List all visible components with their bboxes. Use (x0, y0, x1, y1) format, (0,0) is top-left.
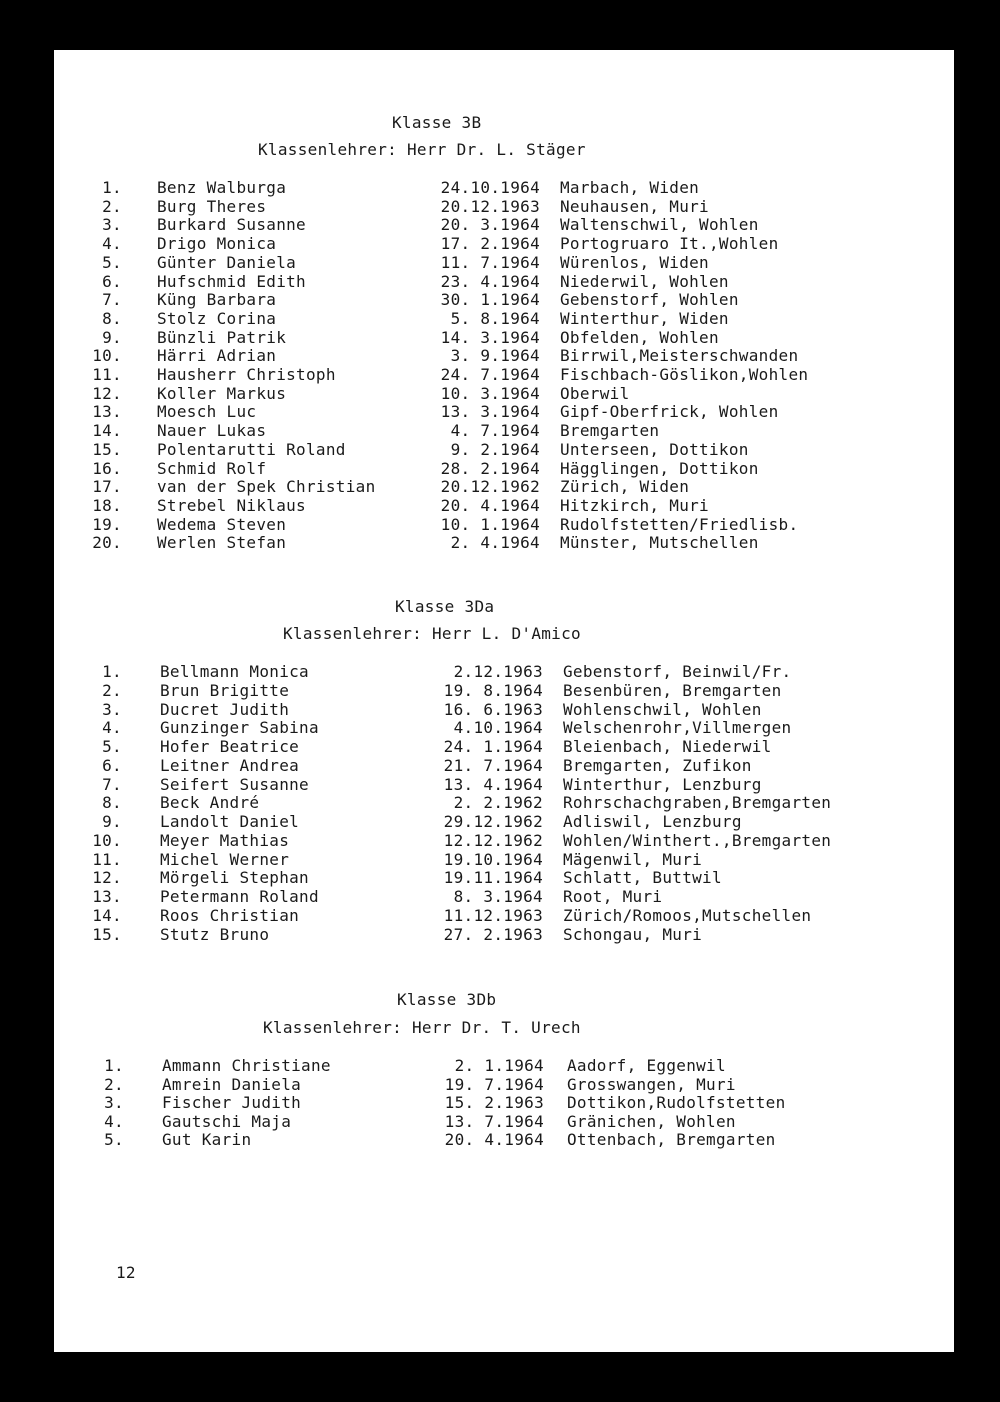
student-place: Zürich/Romoos,Mutschellen (563, 905, 812, 925)
student-number: 1. (102, 178, 122, 197)
student-name: Amrein Daniela (162, 1074, 302, 1094)
student-name: Nauer Lukas (157, 421, 267, 441)
student-number: 5. (102, 252, 122, 272)
student-number: 20. (92, 533, 122, 553)
student-place: Aadorf, Eggenwil (567, 1056, 726, 1075)
student-birthdate: 27. 2.1963 (443, 924, 543, 944)
student-place: Winterthur, Widen (560, 308, 729, 328)
student-number: 12. (92, 868, 122, 888)
student-place: Mägenwil, Muri (563, 849, 703, 869)
class-teacher: Klassenlehrer: Herr L. D'Amico (283, 624, 581, 643)
student-birthdate: 17. 2.1964 (440, 234, 540, 254)
student-name: Roos Christian (160, 905, 300, 925)
student-name: Meyer Mathias (160, 830, 290, 850)
student-birthdate: 14. 3.1964 (440, 327, 540, 347)
student-birthdate: 19.10.1964 (443, 849, 543, 869)
student-number: 6. (102, 271, 122, 291)
class-teacher: Klassenlehrer: Herr Dr. T. Urech (263, 1018, 581, 1037)
student-birthdate: 2. 1.1964 (454, 1056, 544, 1075)
student-number: 17. (92, 477, 122, 497)
student-place: Würenlos, Widen (560, 252, 709, 272)
student-name: Stolz Corina (157, 308, 277, 328)
student-name: Stutz Bruno (160, 924, 270, 944)
student-name: Moesch Luc (157, 402, 257, 422)
document-page (54, 50, 954, 1352)
student-number: 19. (92, 514, 122, 534)
student-place: Grosswangen, Muri (567, 1074, 736, 1094)
student-number: 3. (102, 215, 122, 235)
student-number: 3. (102, 699, 122, 719)
student-number: 15. (92, 924, 122, 944)
student-birthdate: 30. 1.1964 (440, 290, 540, 310)
student-birthdate: 4. 7.1964 (450, 421, 540, 441)
student-name: Polentarutti Roland (157, 439, 346, 459)
student-birthdate: 3. 9.1964 (450, 346, 540, 366)
student-name: Bünzli Patrik (157, 327, 287, 347)
student-birthdate: 10. 1.1964 (440, 514, 540, 534)
student-place: Rudolfstetten/Friedlisb. (560, 514, 799, 534)
student-birthdate: 13. 7.1964 (444, 1111, 544, 1131)
student-number: 2. (104, 1074, 124, 1094)
student-number: 8. (102, 793, 122, 813)
student-number: 7. (102, 774, 122, 794)
student-number: 1. (104, 1056, 124, 1075)
student-birthdate: 19. 7.1964 (444, 1074, 544, 1094)
student-number: 8. (102, 308, 122, 328)
student-birthdate: 16. 6.1963 (443, 699, 543, 719)
student-name: Leitner Andrea (160, 755, 300, 775)
student-place: Gebenstorf, Wohlen (560, 290, 739, 310)
student-number: 9. (102, 812, 122, 831)
student-place: Marbach, Widen (560, 178, 700, 197)
student-name: van der Spek Christian (157, 477, 376, 497)
student-number: 5. (104, 1130, 124, 1150)
student-number: 9. (102, 327, 122, 347)
student-place: Rohrschachgraben,Bremgarten (563, 793, 832, 813)
student-name: Bellmann Monica (160, 662, 309, 681)
student-place: Welschenrohr,Villmergen (563, 718, 792, 738)
student-number: 4. (104, 1111, 124, 1131)
student-place: Unterseen, Dottikon (560, 439, 749, 459)
student-birthdate: 4.10.1964 (453, 718, 543, 738)
student-birthdate: 24. 1.1964 (443, 737, 543, 756)
student-name: Brun Brigitte (160, 680, 290, 700)
student-number: 6. (102, 755, 122, 775)
student-name: Petermann Roland (160, 887, 319, 906)
student-place: Schongau, Muri (563, 924, 703, 944)
student-birthdate: 20. 3.1964 (440, 215, 540, 235)
student-place: Schlatt, Buttwil (563, 868, 722, 888)
student-place: Neuhausen, Muri (560, 196, 709, 216)
student-place: Waltenschwil, Wohlen (560, 215, 759, 235)
student-birthdate: 8. 3.1964 (453, 887, 543, 906)
student-number: 16. (92, 458, 122, 478)
student-place: Ottenbach, Bremgarten (567, 1130, 776, 1150)
student-birthdate: 9. 2.1964 (450, 439, 540, 459)
student-birthdate: 10. 3.1964 (440, 383, 540, 403)
student-name: Beck André (160, 793, 260, 813)
class-teacher: Klassenlehrer: Herr Dr. L. Stäger (258, 140, 586, 159)
student-number: 3. (104, 1093, 124, 1113)
student-name: Seifert Susanne (160, 774, 309, 794)
student-number: 4. (102, 718, 122, 738)
student-place: Gränichen, Wohlen (567, 1111, 736, 1131)
student-birthdate: 13. 3.1964 (440, 402, 540, 422)
student-place: Adliswil, Lenzburg (563, 812, 742, 831)
student-place: Besenbüren, Bremgarten (563, 680, 782, 700)
student-place: Bremgarten, Zufikon (563, 755, 752, 775)
student-place: Obfelden, Wohlen (560, 327, 719, 347)
student-name: Michel Werner (160, 849, 290, 869)
student-number: 2. (102, 680, 122, 700)
student-number: 14. (92, 421, 122, 441)
student-number: 10. (92, 346, 122, 366)
student-number: 5. (102, 737, 122, 756)
student-birthdate: 11. 7.1964 (440, 252, 540, 272)
student-place: Hitzkirch, Muri (560, 495, 709, 515)
class-title: Klasse 3Da (395, 597, 495, 616)
student-place: Root, Muri (563, 887, 663, 906)
student-name: Gut Karin (162, 1130, 252, 1150)
student-name: Strebel Niklaus (157, 495, 306, 515)
student-birthdate: 11.12.1963 (443, 905, 543, 925)
student-birthdate: 24.10.1964 (440, 178, 540, 197)
student-name: Küng Barbara (157, 290, 277, 310)
student-birthdate: 2.12.1963 (453, 662, 543, 681)
student-number: 12. (92, 383, 122, 403)
student-birthdate: 20.12.1963 (440, 196, 540, 216)
student-place: Zürich, Widen (560, 477, 690, 497)
student-birthdate: 15. 2.1963 (444, 1093, 544, 1113)
student-birthdate: 2. 2.1962 (453, 793, 543, 813)
student-number: 15. (92, 439, 122, 459)
student-name: Härri Adrian (157, 346, 277, 366)
student-name: Burg Theres (157, 196, 267, 216)
student-birthdate: 13. 4.1964 (443, 774, 543, 794)
student-number: 11. (92, 365, 122, 384)
student-number: 2. (102, 196, 122, 216)
student-number: 18. (92, 495, 122, 515)
student-place: Portogruaro It.,Wohlen (560, 234, 779, 254)
student-place: Oberwil (560, 383, 630, 403)
student-place: Bleienbach, Niederwil (563, 737, 772, 756)
student-place: Hägglingen, Dottikon (560, 458, 759, 478)
student-name: Drigo Monica (157, 234, 277, 254)
student-number: 13. (92, 402, 122, 422)
student-birthdate: 2. 4.1964 (450, 533, 540, 553)
student-birthdate: 28. 2.1964 (440, 458, 540, 478)
student-place: Gebenstorf, Beinwil/Fr. (563, 662, 792, 681)
student-number: 1. (102, 662, 122, 681)
student-number: 10. (92, 830, 122, 850)
student-place: Birrwil,Meisterschwanden (560, 346, 799, 366)
student-birthdate: 21. 7.1964 (443, 755, 543, 775)
student-name: Fischer Judith (162, 1093, 302, 1113)
student-birthdate: 20. 4.1964 (444, 1130, 544, 1150)
student-name: Ducret Judith (160, 699, 290, 719)
student-birthdate: 19.11.1964 (443, 868, 543, 888)
student-birthdate: 20. 4.1964 (440, 495, 540, 515)
student-birthdate: 5. 8.1964 (450, 308, 540, 328)
class-title: Klasse 3B (392, 113, 482, 132)
student-name: Werlen Stefan (157, 533, 287, 553)
student-number: 7. (102, 290, 122, 310)
student-birthdate: 24. 7.1964 (440, 365, 540, 384)
student-name: Benz Walburga (157, 178, 287, 197)
class-title: Klasse 3Db (397, 990, 497, 1009)
student-place: Dottikon,Rudolfstetten (567, 1093, 786, 1113)
student-birthdate: 29.12.1962 (443, 812, 543, 831)
student-number: 14. (92, 905, 122, 925)
student-place: Wohlen/Winthert.,Bremgarten (563, 830, 832, 850)
student-name: Mörgeli Stephan (160, 868, 309, 888)
student-place: Münster, Mutschellen (560, 533, 759, 553)
student-name: Hausherr Christoph (157, 365, 336, 384)
student-name: Ammann Christiane (162, 1056, 331, 1075)
student-name: Hofer Beatrice (160, 737, 300, 756)
page-number: 12 (116, 1263, 136, 1282)
student-place: Winterthur, Lenzburg (563, 774, 762, 794)
student-name: Burkard Susanne (157, 215, 306, 235)
student-number: 11. (92, 849, 122, 869)
student-name: Koller Markus (157, 383, 287, 403)
student-place: Wohlenschwil, Wohlen (563, 699, 762, 719)
student-place: Fischbach-Göslikon,Wohlen (560, 365, 809, 384)
student-name: Schmid Rolf (157, 458, 267, 478)
student-name: Günter Daniela (157, 252, 297, 272)
student-number: 4. (102, 234, 122, 254)
student-name: Wedema Steven (157, 514, 287, 534)
student-number: 13. (92, 887, 122, 906)
student-birthdate: 23. 4.1964 (440, 271, 540, 291)
student-birthdate: 12.12.1962 (443, 830, 543, 850)
student-name: Landolt Daniel (160, 812, 300, 831)
student-name: Gunzinger Sabina (160, 718, 319, 738)
student-place: Gipf-Oberfrick, Wohlen (560, 402, 779, 422)
student-name: Hufschmid Edith (157, 271, 306, 291)
student-place: Bremgarten (560, 421, 660, 441)
student-birthdate: 20.12.1962 (440, 477, 540, 497)
student-name: Gautschi Maja (162, 1111, 292, 1131)
student-birthdate: 19. 8.1964 (443, 680, 543, 700)
student-place: Niederwil, Wohlen (560, 271, 729, 291)
